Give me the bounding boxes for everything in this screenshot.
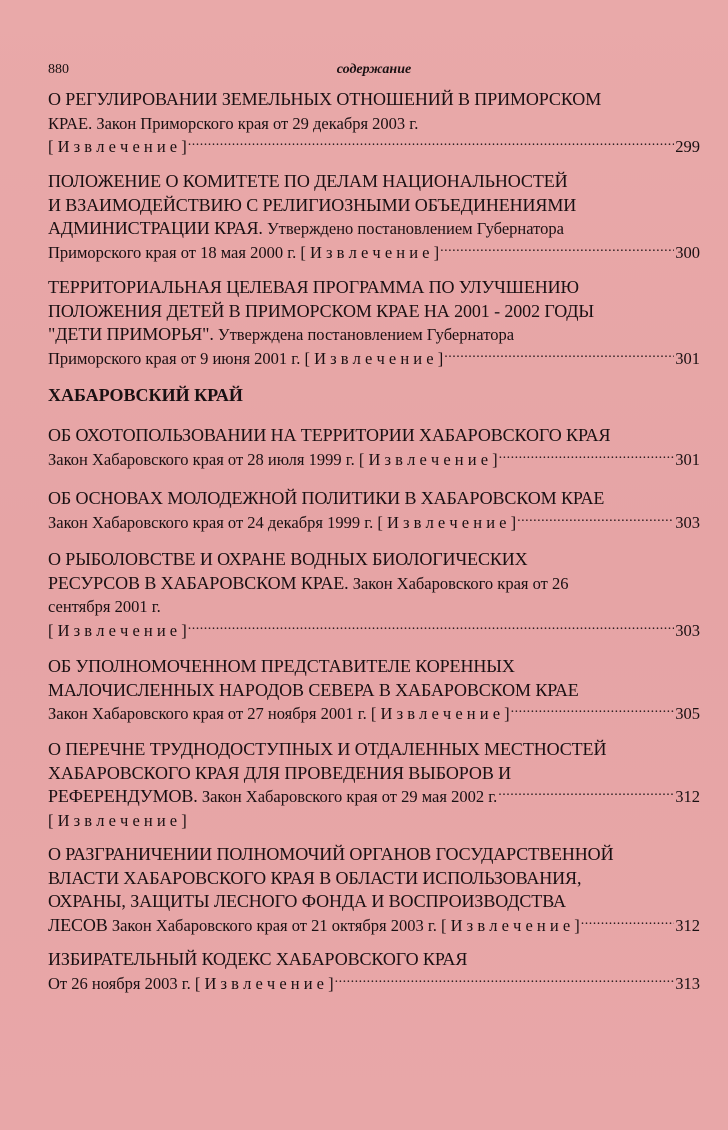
running-title: содержание — [336, 62, 412, 77]
entry-title-line: ОХРАНЫ, ЗАЩИТЫ ЛЕСНОГО ФОНДА И ВОСПРОИЗВОДСТВА — [48, 891, 566, 911]
entry-title-line: ОБ УПОЛНОМОЧЕННОМ ПРЕДСТАВИТЕЛЕ КОРЕННЫХ — [48, 656, 515, 676]
entry-title-line: О РАЗГРАНИЧЕНИИ ПОЛНОМОЧИЙ ОРГАНОВ ГОСУДАРСТВЕННОЙ — [48, 844, 614, 864]
entry-line: [ И з в л е ч е н и е ] — [48, 137, 187, 156]
entry-title-line: "ДЕТИ ПРИМОРЬЯ". — [48, 324, 214, 344]
toc-entry — [48, 843, 700, 937]
entry-title-line: РЕСУРСОВ В ХАБАРОВСКОМ КРАЕ. — [48, 572, 349, 593]
entry-title-line: ТЕРРИТОРИАЛЬНАЯ ЦЕЛЕВАЯ ПРОГРАММА ПО УЛУЧШЕНИЮ — [48, 277, 579, 297]
toc-entry — [48, 170, 700, 264]
toc-entry — [48, 424, 700, 471]
entry-page-number: 299 — [675, 137, 700, 156]
toc-entry — [48, 548, 700, 642]
entry-title-line: О РЫБОЛОВСТВЕ И ОХРАНЕ ВОДНЫХ БИОЛОГИЧЕСКИХ — [48, 549, 528, 569]
entry-line: Закон Хабаровского края от 26 — [348, 573, 569, 593]
entry-page-number: 301 — [675, 348, 700, 368]
entry-page-number: 313 — [675, 973, 700, 993]
entry-page-number: 303 — [675, 620, 700, 640]
entry-page-number: 301 — [675, 449, 700, 469]
entry-line: Приморского края от 18 мая 2000 г. [ И з в л е ч е н и е ] — [48, 242, 440, 262]
entry-line: От 26 ноября 2003 г. [ И з в л е ч е н и е ] — [48, 973, 334, 993]
entry-title-line: ВЛАСТИ ХАБАРОВСКОГО КРАЯ В ОБЛАСТИ ИСПОЛЬЗОВАНИЯ, — [48, 867, 582, 888]
entry-page-number: 305 — [675, 704, 700, 723]
dot-leader — [517, 511, 674, 535]
entry-title-line: РЕФЕРЕНДУМОВ. — [48, 786, 198, 806]
page-number: 880 — [48, 62, 69, 77]
dot-leader — [444, 347, 674, 371]
entry-line: Утверждено постановлением Губернатора — [262, 219, 564, 238]
dot-leader — [335, 972, 675, 996]
dot-leader — [498, 785, 674, 809]
entry-title-line: О РЕГУЛИРОВАНИИ ЗЕМЕЛЬНЫХ ОТНОШЕНИЙ В ПРИМОРСКОМ — [48, 89, 602, 109]
dot-leader — [581, 914, 674, 938]
entry-page-number: 312 — [675, 787, 700, 806]
toc-entry — [48, 738, 700, 832]
entry-title-line: ЛЕСОВ — [48, 914, 108, 935]
dot-leader — [188, 135, 674, 159]
section-title: ХАБАРОВСКИЙ КРАЙ — [48, 385, 243, 405]
dot-leader — [440, 241, 674, 265]
entry-line: [ И з в л е ч е н и е ] — [48, 810, 187, 830]
entry-title-line: МАЛОЧИСЛЕННЫХ НАРОДОВ СЕВЕРА В ХАБАРОВСКОМ КРАЕ — [48, 679, 579, 700]
toc-entry — [48, 88, 700, 159]
entry-title-line: ОБ ОХОТОПОЛЬЗОВАНИИ НА ТЕРРИТОРИИ ХАБАРОВСКОГО КРАЯ — [48, 425, 611, 445]
entry-page-number: 300 — [675, 242, 700, 262]
entry-line: Закон Хабаровского края от 27 ноября 2001 г. [ И з в л е ч е н и е ] — [48, 704, 510, 723]
entry-line: КРАЕ. Закон Приморского края от 29 декабря 2003 г. — [48, 113, 419, 133]
entry-line: [ И з в л е ч е н и е ] — [48, 620, 187, 640]
dot-leader — [511, 702, 675, 726]
entry-page-number: 303 — [675, 512, 700, 532]
entry-title-line: ИЗБИРАТЕЛЬНЫЙ КОДЕКС ХАБАРОВСКОГО КРАЯ — [48, 949, 468, 969]
toc-entry — [48, 948, 700, 995]
dot-leader — [499, 448, 675, 472]
entry-line: Закон Хабаровского края от 28 июля 1999 г. [ И з в л е ч е н и е ] — [48, 449, 498, 469]
toc-entry — [48, 655, 700, 726]
entry-line: сентября 2001 г. — [48, 597, 161, 616]
entry-title-line: ХАБАРОВСКОГО КРАЯ ДЛЯ ПРОВЕДЕНИЯ ВЫБОРОВ И — [48, 762, 512, 783]
entry-line: Закон Хабаровского края от 24 декабря 1999 г. [ И з в л е ч е н и е ] — [48, 512, 517, 532]
entry-title-line: ОБ ОСНОВАХ МОЛОДЕЖНОЙ ПОЛИТИКИ В ХАБАРОВСКОМ КРАЕ — [48, 488, 605, 508]
entry-line: Приморского края от 9 июня 2001 г. [ И з в л е ч е н и е ] — [48, 348, 444, 368]
entry-title-line: ПОЛОЖЕНИЯ ДЕТЕЙ В ПРИМОРСКОМ КРАЕ НА 2001 - 2002 ГОДЫ — [48, 300, 595, 321]
entry-line: Утверждена постановлением Губернатора — [213, 325, 515, 344]
entry-line: Закон Хабаровского края от 21 октября 2003 г. [ И з в л е ч е н и е ] — [107, 915, 580, 935]
entry-title-line: И ВЗАИМОДЕЙСТВИЮ С РЕЛИГИОЗНЫМИ ОБЪЕДИНЕНИЯМИ — [48, 194, 577, 215]
entry-page-number: 312 — [675, 915, 700, 935]
toc-entry — [48, 487, 700, 534]
page-header — [48, 62, 700, 82]
entry-line: Закон Хабаровского края от 29 мая 2002 г. — [197, 787, 498, 806]
entry-title-line: АДМИНИСТРАЦИИ КРАЯ. — [48, 218, 263, 238]
entry-title-line: ПОЛОЖЕНИЕ О КОМИТЕТЕ ПО ДЕЛАМ НАЦИОНАЛЬНОСТЕЙ — [48, 171, 568, 191]
entry-title-line: О ПЕРЕЧНЕ ТРУДНОДОСТУПНЫХ И ОТДАЛЕННЫХ МЕСТНОСТЕЙ — [48, 739, 607, 759]
dot-leader — [188, 619, 674, 643]
toc-entry — [48, 276, 700, 370]
